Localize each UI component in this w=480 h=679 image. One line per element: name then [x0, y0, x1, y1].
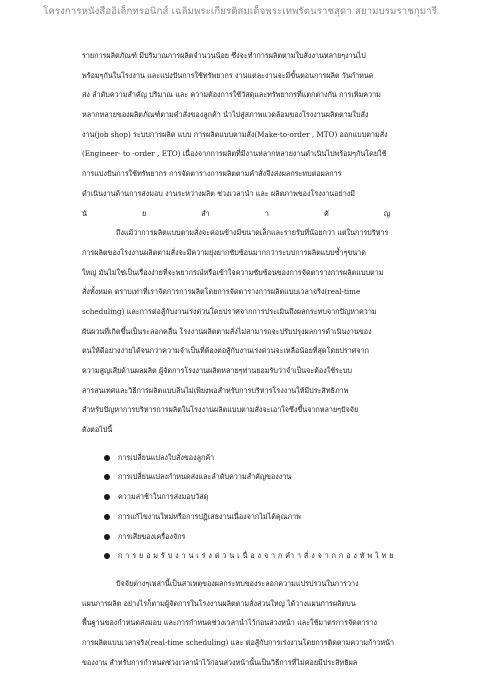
text-line: ถึงแม้ว่าการผลิตแบบตามสั่งจะค่อนข้างมีขนาดเล็กและรายรับที่น้อยกว่า แต่ในการบริหาร [116, 228, 389, 238]
text-line: รายการผลิตภัณฑ์ มีปริมาณการผลิตจำนวนน้อย ซึ่งจะทำการผลิตตามใบสั่งงานหลายๆงานไป [82, 51, 366, 60]
text-line: สารสนเทศและวิธีการผลิตแบบลีนไม่เพียงพอสำหรับการบริหารโรงงานให้มีประสิทธิภาพ [82, 385, 349, 395]
spread-char: ญ [383, 208, 390, 218]
spread-char: นื่ [242, 551, 248, 561]
text-line: การผลิตของโรงงานผลิตตามสั่งจะมีความยุ่งยากซับซ้อนมากกว่าระบบการผลิตแบบซ้ำๆขนาด [82, 247, 366, 257]
spread-char: เ [237, 551, 240, 561]
spread-char: ไ [375, 551, 379, 561]
spread-char: า [181, 551, 186, 561]
spread-char: พ [367, 551, 373, 561]
spread-char: น [229, 551, 235, 561]
spread-char: ย [142, 208, 147, 218]
spread-char: า [324, 551, 329, 561]
spread-char: จ [263, 551, 269, 561]
text-line: ดำเนินงานด้านการส่งมอบ งานระหว่างผลิต ช่วงเวลานำ และ ผลิตภาพของโรงงานอย่างมี [82, 188, 355, 198]
bullet-icon [104, 514, 110, 520]
collection-header: โครงการหนังสืออิเล็กทรอนิกส์ เฉลิมพระเกียรติสมเด็จพระเทพรัตนราชสุดา สยามบรมราชกุมารี [43, 6, 437, 17]
spread-char: ง [353, 551, 357, 561]
spread-char: ม [153, 551, 159, 561]
spread-char: อ [146, 551, 151, 561]
text-line: สั่งทั้งหมด ตราบเท่าที่เราจัดการการผลิตโดยการจัดตารางการผลิตแบบเวลาจริง(real-time [82, 287, 361, 297]
bullet-icon [104, 534, 110, 540]
text-line: ผันผวนที่เกิดขึ้นเป็นระลอกคลื่น โรงงานผลิตตามสั่งไม่สามารถจะปรับปรุงผลการดำเนินงานของ [82, 326, 372, 336]
paragraph-1 [82, 46, 400, 223]
spread-char: รั [160, 551, 165, 561]
text-line: งาน(job shop) ระบบการผลิต แบบ การผลิตแบบตามสั่ง(Make-to-order , MTO) ออกแบบตามสั่ง [82, 129, 388, 139]
spread-char: ง [311, 551, 315, 561]
spread-char: า [125, 551, 130, 561]
spread-char: บ [167, 551, 173, 561]
text-line: ใหญ่ มันไม่ใช่เป็นเรื่องง่ายที่จะพยากรณ์หรือเข้าใจความซับซ้อนของการจัดตารางการผลิตแบบตาม [82, 267, 384, 277]
spread-char: สำ [201, 208, 210, 218]
text-line: ดังต่อไปนี้ [82, 425, 113, 435]
list-item-text: การแก้ไขงานใหม่หรือการปฏิเสธงานเนื่องจากไม่ได้คุณภาพ [118, 511, 301, 521]
text-line: scheduling) และการต่อสู้กับงานเร่งด่วนโดยปราศจากการประเมินถึงผลกระทบจากปัญหาความ [82, 306, 377, 316]
list-item [104, 448, 400, 468]
spread-char: ทั [359, 551, 365, 561]
spread-char: ง [175, 551, 179, 561]
spread-char: ย [138, 551, 144, 561]
spread-char: ร่ [201, 551, 206, 561]
bullet-icon [104, 474, 110, 480]
text-line: การแบ่งปันการใช้ทรัพยากร การจัดตารางการผลิตตามคำสั่งจึงส่งผลกระทบต่อผลการ [82, 169, 342, 179]
spread-char: ก [331, 551, 337, 561]
text-line: พร้อมๆกันในโรงงาน และแบ่งปันการใช้ทรัพยากร งานแต่ละงานจะมีขั้นตอนการผลิต วันกำหนด [82, 70, 374, 80]
spread-char: ก [338, 551, 344, 561]
spread-char: นั [82, 208, 87, 218]
list-item-text: การเปลี่ยนแปลงกำหนดส่งและลำดับความสำคัญของงาน [118, 472, 292, 482]
spread-char: ง [257, 551, 262, 561]
list-item [104, 546, 400, 566]
spread-char: เ [196, 551, 199, 561]
paragraph-2 [82, 223, 400, 440]
spread-char: คั [323, 208, 329, 218]
paragraph-3 [82, 574, 400, 672]
justified-spread-line [82, 204, 400, 224]
spread-char: อ [250, 551, 255, 561]
spread-char: ก [118, 551, 123, 561]
text-line: ตนให้ดีอย่างง่ายได้จนกว่าความจำเป็นที่ต้องต่อสู้กับงานเร่งด่วนจะเหลือน้อยที่สุดโดยปราศจาก [82, 346, 369, 356]
list-item-spread-text [118, 546, 394, 566]
bullet-icon [104, 553, 110, 559]
text-line: ความสูญเสียด้านผลผลิต ผู้จัดการโรงงานผลิตหลายๆท่านยอมรับว่าจำเป็นจะต้องใช้ระบบ [82, 366, 352, 375]
bullet-icon [104, 494, 110, 500]
spread-char: า [264, 208, 269, 218]
spread-char: า [271, 551, 276, 561]
spread-char: ด่ [214, 551, 220, 561]
document-body [82, 46, 400, 672]
text-line: หลากหลายของผลิตภัณฑ์ตามคำสั่งของลูกค้า นำไปสู่สภาพแวดล้อมของโรงงานผลิตตามใบสั่ง [82, 110, 369, 120]
text-line: ของงาน สำหรับการกำหนดช่วงเวลานำไว้ก่อนล่วงหน้านั้นเป็นวิธีการที่ไม่ค่อยมีประสิทธิผล [82, 657, 358, 667]
list-item [104, 467, 400, 487]
text-line: ส่ง ลำดับความสำคัญ ปริมาณ และ ความต้องการใช้วัสดุและทรัพยากรที่แตกต่างกัน การเพิ่มความ [82, 90, 381, 100]
spread-char: สั่ [303, 551, 309, 561]
list-item-text: การเสียของเครื่องจักร [118, 531, 186, 541]
list-item [104, 507, 400, 527]
spread-char: า [296, 551, 302, 561]
spread-char: ง [208, 551, 212, 561]
list-item [104, 487, 400, 507]
spread-char: คำ [285, 551, 295, 561]
spread-char: อ [346, 551, 351, 561]
list-item-text: ความล่าช้าในการส่งมอบวัสดุ [118, 492, 209, 502]
list-item [104, 527, 400, 547]
spread-char: จ [317, 551, 322, 561]
bullet-icon [104, 455, 110, 461]
text-line: แผนการผลิต อย่างไรก็ตามผู้จัดการในโรงงานผลิตตามสั่งส่วนใหญ่ ได้วางแผนการผลิตบน [82, 598, 356, 608]
text-line: (Engineer- to -order , ETO) เนื่องจากการผลิตที่มีงานหลากหลายงานดำเนินไปพร้อมๆกันโดยใช้ [82, 149, 387, 159]
spread-char: ร [132, 551, 137, 561]
text-line: ปัจจัยต่างๆเหล่านี้เป็นสาเหตุของผลกระทบของระลอกความแปรปรวนในการวาง [116, 578, 359, 588]
text-line: สำหรับปัญหาการบริหารการผลิตในโรงงานผลิตแบบตามสั่งจะเอาใจซึ่งขึ้นจากหลายๆปัจจัย [82, 405, 359, 415]
text-line: การผลิตแบบเวลาจริง(real-time scheduling) และ ต่อสู้กับการเร่งงานโดยการติดตามความก้าวหน้า [82, 637, 395, 647]
list-item-text: การเปลี่ยนแปลงใบสั่งของลูกค้า [118, 452, 215, 462]
spread-char: ว [222, 551, 227, 561]
text-line: พื้นฐานของกำหนดส่งมอบ และการกำหนดช่วงเวลานำไว้ก่อนล่วงหน้า และใช้มาตรการจัดตาราง [82, 618, 377, 628]
spread-char: น [188, 551, 194, 561]
spread-char: ก [277, 551, 283, 561]
spread-char: ย [389, 551, 394, 561]
bullet-list [82, 448, 400, 566]
spread-char: ท [381, 551, 387, 561]
